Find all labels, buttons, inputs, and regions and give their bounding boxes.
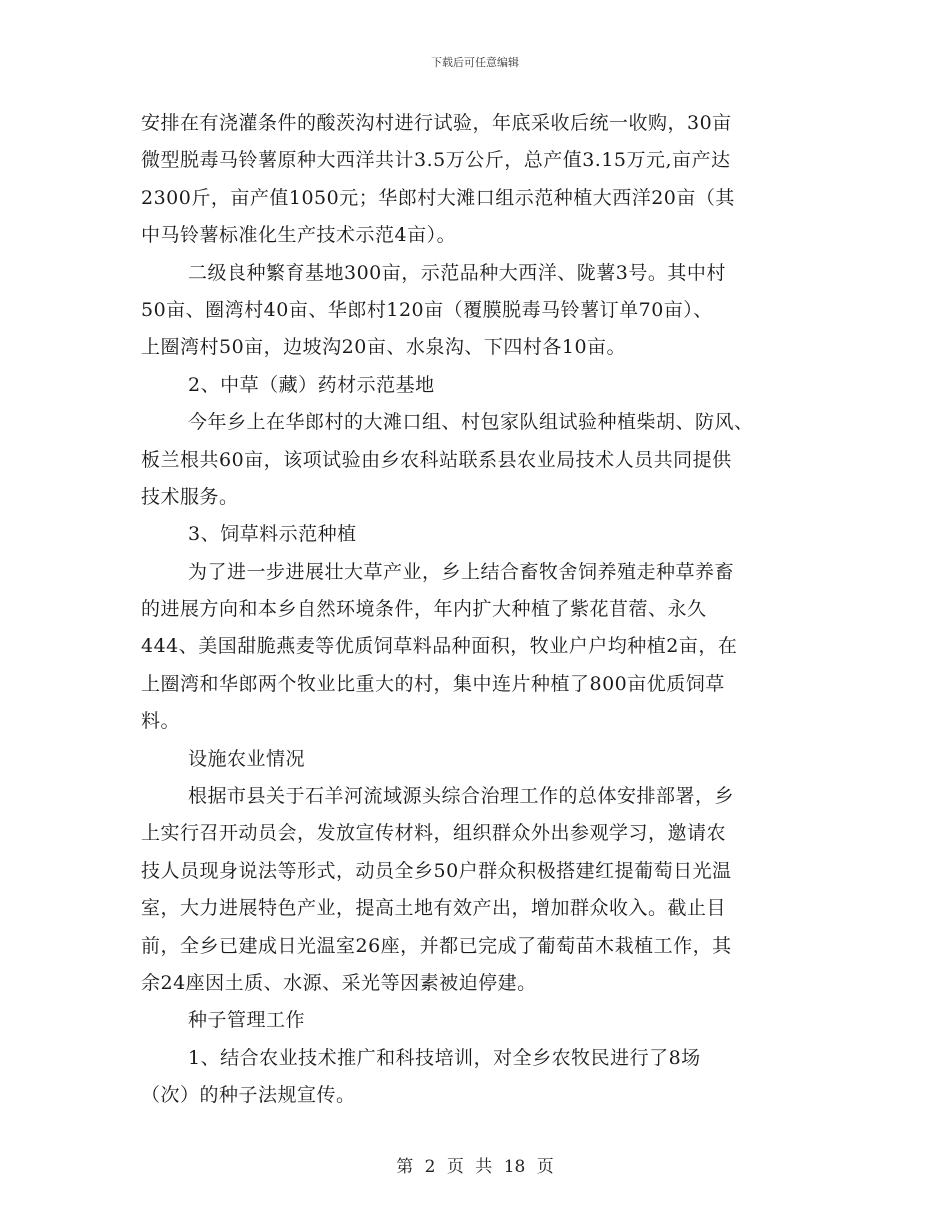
- text-line: 设施农业情况: [188, 747, 306, 770]
- text-line: 2、中草（藏）药材示范基地: [188, 373, 435, 396]
- text-line: 种子管理工作: [188, 1009, 306, 1032]
- text-line: 3、饲草料示范种植: [188, 523, 357, 546]
- text-line: 的进展方向和本乡自然环境条件，年内扩大种植了紫花苜蓿、永久: [141, 598, 707, 621]
- text-line: 安排在有浇灌条件的酸茨沟村进行试验，年底采收后统一收购，30亩: [141, 112, 732, 134]
- text-line: 上圈湾村50亩，边坡沟20亩、水泉沟、下四村各10亩。: [141, 336, 627, 359]
- text-line: 室，大力进展特色产业，提高土地有效产出，增加群众收入。截止目: [141, 897, 727, 920]
- text-line: 余24座因土质、水源、采光等因素被迫停建。: [141, 971, 537, 994]
- text-line: 技人员现身说法等形式，动员全乡50户群众积极搭建红提葡萄日光温: [141, 859, 732, 882]
- document-body: [141, 105, 813, 1115]
- text-line: 今年乡上在华郎村的大滩口组、村包家队组试验种植柴胡、防风、: [188, 411, 754, 434]
- text-line: 2300斤，亩产值1050元；华郎村大滩口组示范种植大西洋20亩（其: [141, 186, 735, 209]
- page-header: 下载后可任意编辑: [431, 56, 519, 69]
- text-line: 微型脱毒马铃薯原种大西洋共计3.5万公斤，总产值3.15万元,亩产达: [141, 149, 731, 172]
- page-number-footer: 第 2 页 共 18 页: [396, 1157, 554, 1177]
- text-line: 中马铃薯标准化生产技术示范4亩）。: [141, 224, 457, 247]
- text-line: 料。: [141, 710, 181, 733]
- text-line: 上实行召开动员会，发放宣传材料，组织群众外出参观学习，邀请农: [141, 822, 727, 845]
- text-line: 444、美国甜脆燕麦等优质饲草料品种面积，牧业户户均种植2亩，在: [141, 635, 738, 658]
- text-line: 技术服务。: [141, 485, 239, 508]
- text-line: 根据市县关于石羊河流域源头综合治理工作的总体安排部署，乡: [188, 785, 735, 808]
- text-line: 二级良种繁育基地300亩，示范品种大西洋、陇薯3号。其中村: [188, 261, 726, 284]
- text-line: 前，全乡已建成日光温室26座，并都已完成了葡萄苗木栽植工作，其: [141, 934, 732, 957]
- text-line: （次）的种子法规宣传。: [141, 1084, 356, 1107]
- text-line: 50亩、圈湾村40亩、华郎村120亩（覆膜脱毒马铃薯订单70亩）、: [141, 298, 713, 321]
- text-line: 为了进一步进展壮大草产业，乡上结合畜牧舍饲养殖走种草养畜: [188, 560, 735, 583]
- text-line: 1、结合农业技术推广和科技培训，对全乡农牧民进行了8场: [188, 1046, 701, 1069]
- text-line: 上圈湾和华郎两个牧业比重大的村，集中连片种植了800亩优质饲草: [141, 672, 725, 695]
- text-line: 板兰根共60亩，该项试验由乡农科站联系县农业局技术人员共同提供: [141, 448, 732, 471]
